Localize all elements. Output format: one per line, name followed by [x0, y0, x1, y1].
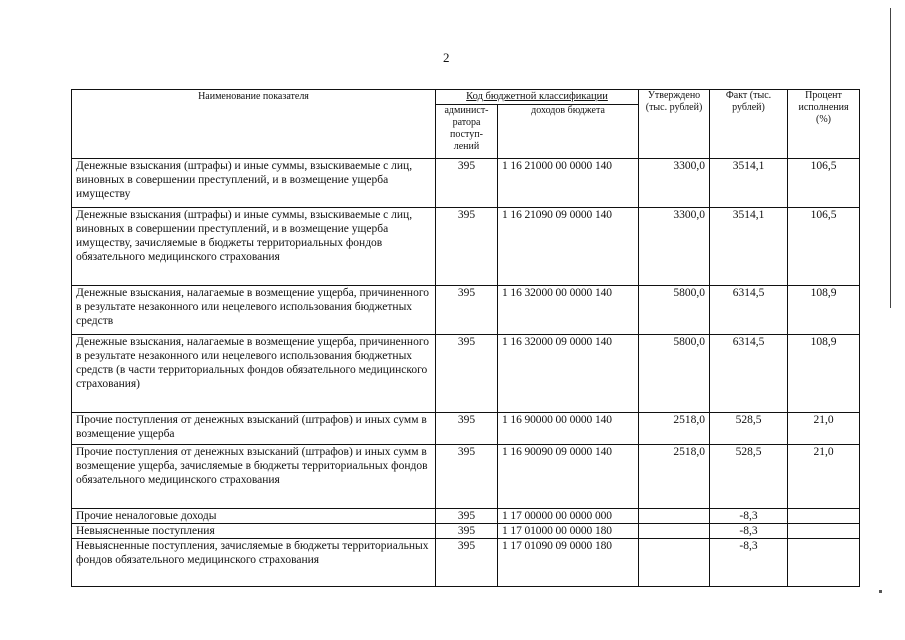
percent-value: 106,5 — [788, 159, 860, 208]
indicator-name: Прочие неналоговые доходы — [72, 509, 436, 524]
approved-value: 2518,0 — [639, 445, 710, 509]
administrator-code: 395 — [436, 335, 498, 413]
table-row — [72, 445, 860, 509]
administrator-code: 395 — [436, 413, 498, 445]
fact-value: 528,5 — [710, 413, 788, 445]
income-code: 1 16 90090 09 0000 140 — [498, 445, 639, 509]
indicator-name: Прочие поступления от денежных взысканий (штрафов) и иных сумм в возмещение ущерба, зачисляемые в бюджеты территориальных фондов обязательного медицинского страхования — [72, 445, 436, 509]
percent-value: 108,9 — [788, 335, 860, 413]
approved-value: 2518,0 — [639, 413, 710, 445]
table-row — [72, 208, 860, 286]
header-approved: Утверждено (тыс. рублей) — [639, 90, 710, 159]
administrator-code: 395 — [436, 286, 498, 335]
percent-value: 106,5 — [788, 208, 860, 286]
indicator-name: Невыясненные поступления — [72, 524, 436, 539]
fact-value: 528,5 — [710, 445, 788, 509]
percent-value — [788, 524, 860, 539]
approved-value — [639, 509, 710, 524]
table-row — [72, 159, 860, 208]
income-code: 1 16 21090 09 0000 140 — [498, 208, 639, 286]
administrator-code: 395 — [436, 208, 498, 286]
table-row — [72, 539, 860, 587]
approved-value — [639, 524, 710, 539]
table-row — [72, 286, 860, 335]
indicator-name: Денежные взыскания, налагаемые в возмещение ущерба, причиненного в результате незаконного или нецелевого использования бюджетных средств — [72, 286, 436, 335]
header-percent: Процент исполнения (%) — [788, 90, 860, 159]
scan-speck — [879, 590, 882, 593]
indicator-name: Денежные взыскания (штрафы) и иные суммы, взыскиваемые с лиц, виновных в совершении преступлений, и в возмещение ущерба имуществу — [72, 159, 436, 208]
percent-value: 108,9 — [788, 286, 860, 335]
table-row — [72, 413, 860, 445]
income-code: 1 16 32000 00 0000 140 — [498, 286, 639, 335]
income-code: 1 17 00000 00 0000 000 — [498, 509, 639, 524]
percent-value — [788, 509, 860, 524]
income-code: 1 16 90000 00 0000 140 — [498, 413, 639, 445]
administrator-code: 395 — [436, 445, 498, 509]
fact-value: 6314,5 — [710, 286, 788, 335]
administrator-code: 395 — [436, 524, 498, 539]
indicator-name: Денежные взыскания, налагаемые в возмещение ущерба, причиненного в результате незаконного или нецелевого использования бюджетных средств (в части территориальных фондов обязательного медицинского страхования) — [72, 335, 436, 413]
fact-value: 3514,1 — [710, 208, 788, 286]
header-indicator-name: Наименование показателя — [72, 90, 436, 159]
table-row — [72, 335, 860, 413]
header-administrator: админист-ратора поступ-лений — [436, 105, 498, 159]
approved-value: 5800,0 — [639, 286, 710, 335]
administrator-code: 395 — [436, 539, 498, 587]
header-fact: Факт (тыс. рублей) — [710, 90, 788, 159]
fact-value: 6314,5 — [710, 335, 788, 413]
page-number: 2 — [443, 50, 450, 65]
percent-value — [788, 539, 860, 587]
fact-value: -8,3 — [710, 539, 788, 587]
administrator-code: 395 — [436, 159, 498, 208]
income-code: 1 17 01090 09 0000 180 — [498, 539, 639, 587]
header-row-top — [72, 90, 860, 105]
income-code: 1 16 32000 09 0000 140 — [498, 335, 639, 413]
indicator-name: Невыясненные поступления, зачисляемые в бюджеты территориальных фондов обязательного медицинского страхования — [72, 539, 436, 587]
indicator-name: Прочие поступления от денежных взысканий (штрафов) и иных сумм в возмещение ущерба — [72, 413, 436, 445]
percent-value: 21,0 — [788, 445, 860, 509]
page-edge-line — [890, 8, 891, 308]
income-code: 1 16 21000 00 0000 140 — [498, 159, 639, 208]
approved-value: 5800,0 — [639, 335, 710, 413]
percent-value: 21,0 — [788, 413, 860, 445]
fact-value: -8,3 — [710, 524, 788, 539]
indicator-name: Денежные взыскания (штрафы) и иные суммы, взыскиваемые с лиц, виновных в совершении преступлений, и в возмещение ущерба имуществу, зачисляемые в бюджеты территориальных фондов обязательного медицинского страхования — [72, 208, 436, 286]
administrator-code: 395 — [436, 509, 498, 524]
table-row — [72, 509, 860, 524]
approved-value — [639, 539, 710, 587]
header-budget-income: доходов бюджета — [498, 105, 639, 159]
approved-value: 3300,0 — [639, 159, 710, 208]
fact-value: -8,3 — [710, 509, 788, 524]
fact-value: 3514,1 — [710, 159, 788, 208]
header-budget-classification-code: Код бюджетной классификации — [436, 90, 639, 105]
budget-execution-table — [71, 89, 860, 587]
table-row — [72, 524, 860, 539]
income-code: 1 17 01000 00 0000 180 — [498, 524, 639, 539]
approved-value: 3300,0 — [639, 208, 710, 286]
